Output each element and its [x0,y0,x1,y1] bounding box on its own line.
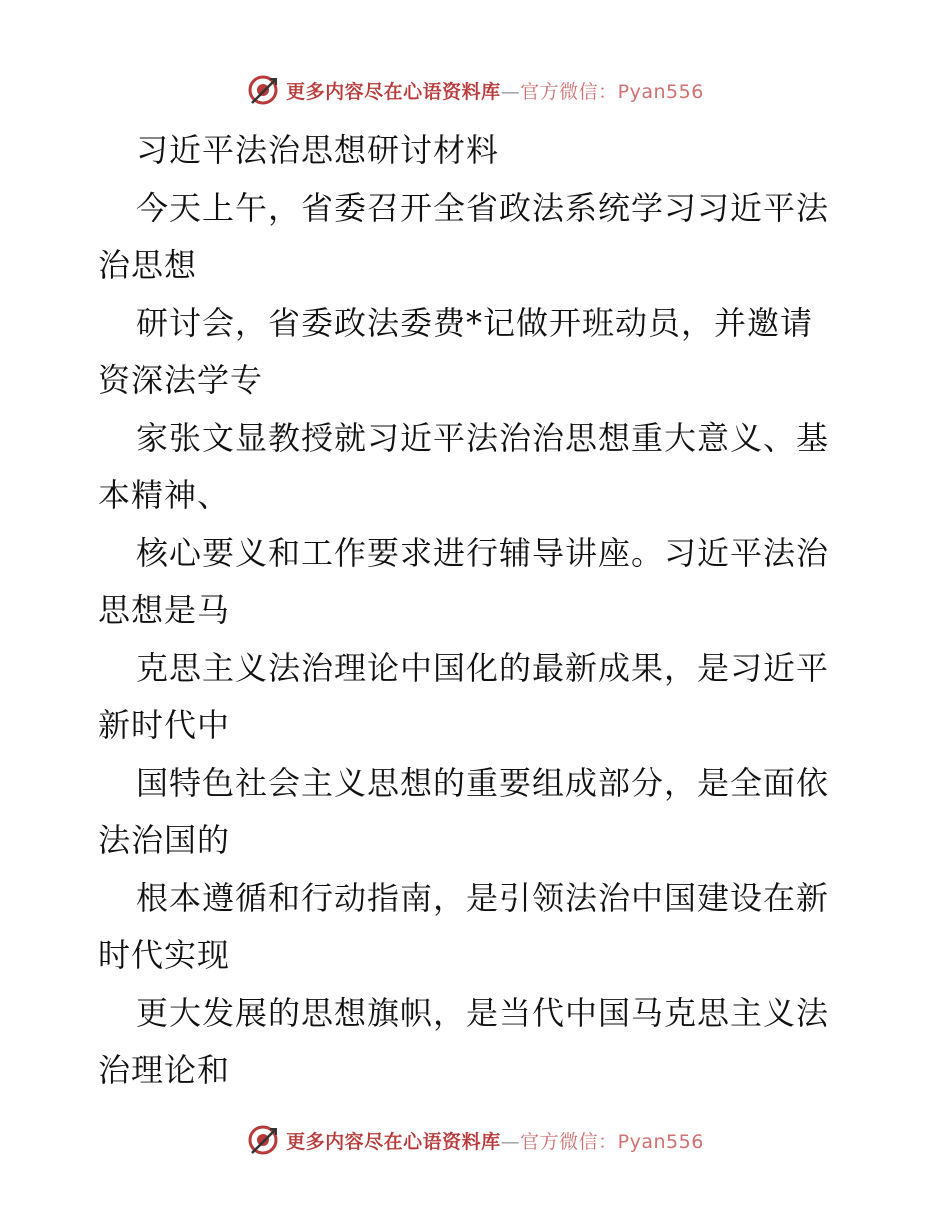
document-body [98,122,858,1100]
header-banner-text [286,77,704,104]
banner-dash: — [500,80,521,103]
header-banner [0,70,950,110]
text-line: 思想是马 [98,591,231,629]
text-line: 时代实现 [98,936,231,974]
text-line: 研讨会，省委政法委费*记做开班动员，并邀请 [136,303,814,342]
text-line: 更大发展的思想旗帜，是当代中国马克思主义法 [136,993,830,1032]
text-line: 资深法学专 [98,361,264,399]
banner-wechat-text: 官方微信：Pyan556 [520,1130,704,1153]
text-line: 国特色社会主义思想的重要组成部分，是全面依 [136,763,830,802]
text-line: 法治国的 [98,821,231,859]
banner-wechat-text: 官方微信：Pyan556 [520,80,704,103]
banner-main-text: 更多内容尽在心语资料库 [286,80,501,103]
text-line: 今天上午，省委召开全省政法系统学习习近平法 [136,188,830,227]
document-title: 习近平法治思想研讨材料 [136,131,500,169]
footer-banner [0,1120,950,1160]
text-line: 克思主义法治理论中国化的最新成果，是习近平 [136,648,830,687]
text-line: 家张文显教授就习近平法治治思想重大意义、基 [136,418,830,457]
text-line: 本精神、 [98,476,231,514]
quill-seal-logo-icon [246,73,280,107]
footer-banner-text [286,1127,704,1154]
banner-main-text: 更多内容尽在心语资料库 [286,1130,501,1153]
text-line: 治理论和 [98,1051,231,1089]
text-line: 治思想 [98,246,198,284]
text-line: 核心要义和工作要求进行辅导讲座。习近平法治 [136,533,830,572]
text-line: 根本遵循和行动指南，是引领法治中国建设在新 [136,878,830,917]
banner-dash: — [500,1130,521,1153]
quill-seal-logo-icon [246,1123,280,1157]
text-line: 新时代中 [98,706,231,744]
